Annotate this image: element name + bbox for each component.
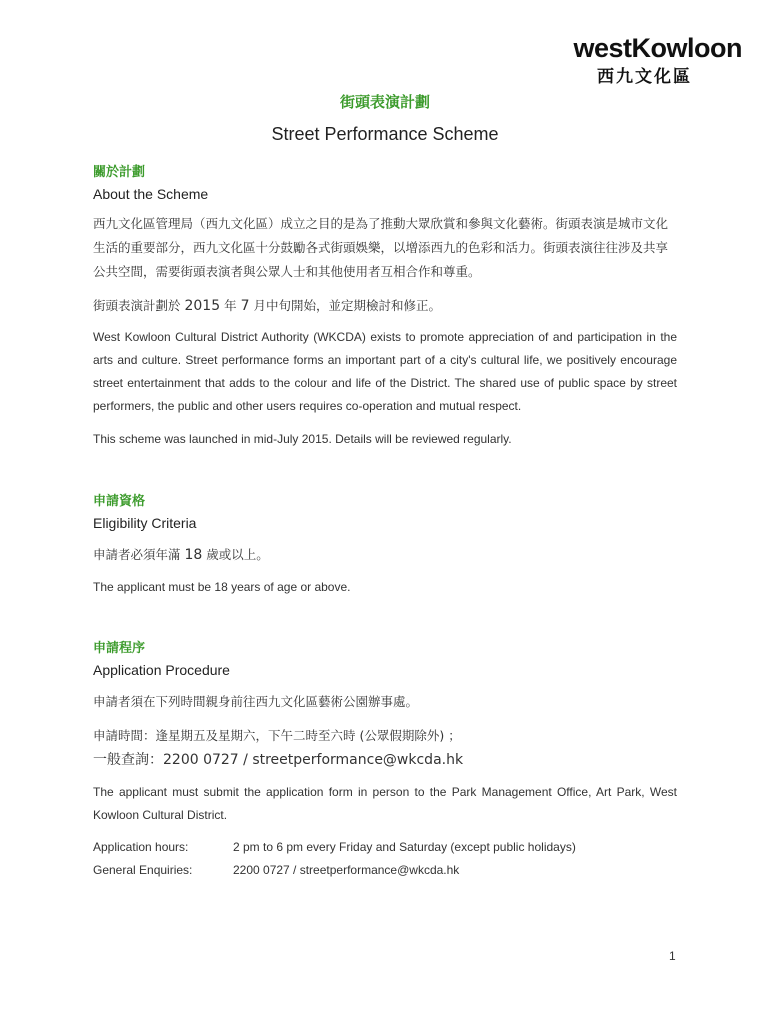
launch-text-part: 年 (220, 298, 241, 313)
procedure-paragraph-en: The applicant must submit the application form in person to the Park Management Office, Art Park, West Kowloon Cultural District. (93, 785, 677, 822)
eligibility-paragraph-zh (93, 543, 677, 567)
west-kowloon-logo (574, 33, 743, 87)
section-heading-zh: 關於計劃 (93, 165, 146, 180)
eligibility-text-part: 歲或以上。 (202, 547, 269, 562)
eligibility-text-part: 申請者必須年滿 (93, 547, 185, 562)
section-heading-en: Application Procedure (93, 662, 230, 678)
document-title-zh: 街頭表演計劃 (339, 93, 430, 111)
application-hours-value: 2 pm to 6 pm every Friday and Saturday (except public holidays) (233, 840, 576, 854)
general-enquiries-label: General Enquiries: (93, 863, 193, 877)
application-hours-row (93, 836, 677, 859)
about-paragraph-zh: 西九文化區管理局（西九文化區）成立之目的是為了推動大眾欣賞和參與文化藝術。街頭表演是城市文化生活的重要部分，西九文化區十分鼓勵各式街頭娛樂，以增添西九的色彩和活力。街頭表演往往涉及共享公共空間，需要街頭表演者與公眾人士和其他使用者互相合作和尊重。 (93, 216, 669, 279)
about-paragraph-en: West Kowloon Cultural District Authority (WKCDA) exists to promote appreciation of and participation in the arts and culture. Street performance forms an important part of a city's cultural life, we positively encourage street entertainment that adds to the colour and life of the District. The shared use of public space by street performers, the public and other users requires co-operation and mutual respect. (93, 330, 677, 413)
section-heading-en: About the Scheme (93, 186, 209, 202)
section-heading-en: Eligibility Criteria (93, 515, 197, 531)
launch-year: 2015 (184, 298, 221, 314)
application-hours-label: Application hours: (93, 840, 189, 854)
eligibility-age: 18 (184, 547, 203, 563)
section-heading-zh: 申請資格 (93, 494, 146, 509)
section-heading-zh: 申請程序 (93, 641, 146, 656)
general-enquiries-value: 2200 0727 / streetperformance@wkcda.hk (233, 863, 460, 877)
document-body (93, 92, 677, 882)
about-launch-en: This scheme was launched in mid-July 2015. Details will be reviewed regularly. (93, 432, 512, 446)
logo-text-zh: 西九文化區 (597, 67, 692, 87)
section-eligibility (93, 493, 677, 599)
procedure-hours-zh: 申請時間：逢星期五及星期六，下午二時至六時 (公眾假期除外) ； (93, 728, 461, 743)
section-procedure (93, 640, 677, 882)
procedure-paragraph-zh: 申請者須在下列時間親身前往西九文化區藝術公園辦事處。 (93, 694, 419, 709)
section-about (93, 164, 677, 451)
launch-text-part: 街頭表演計劃於 (93, 298, 185, 313)
general-enquiries-row (93, 859, 677, 882)
logo-text-en: westKowloon (573, 33, 742, 63)
launch-month: 7 (240, 298, 250, 314)
about-launch-zh (93, 294, 677, 318)
eligibility-paragraph-en: The applicant must be 18 years of age or above. (93, 580, 351, 594)
procedure-enquiry-zh: 一般查詢：2200 0727 / streetperformance@wkcda.hk (93, 752, 464, 768)
document-title-en: Street Performance Scheme (271, 124, 499, 144)
page-number: 1 (669, 949, 676, 963)
launch-text-part: 月中旬開始，並定期檢討和修正。 (249, 298, 441, 313)
